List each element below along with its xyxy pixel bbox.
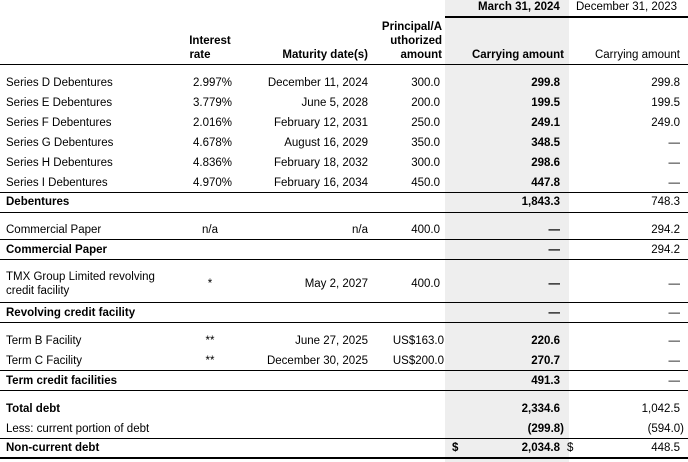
row-maturity: June 27, 2025 — [295, 335, 368, 347]
header-interest-line2: rate — [189, 49, 211, 61]
row-maturity: December 30, 2025 — [266, 355, 368, 367]
row-current: — — [548, 224, 560, 236]
row-rate: 2.997% — [192, 77, 232, 89]
rule — [0, 390, 688, 391]
rule — [0, 322, 688, 323]
subtotal-label: Revolving credit facility — [6, 307, 136, 319]
row-principal: US$200.0 — [392, 355, 444, 367]
subtotal-prior: — — [668, 375, 680, 387]
total-label: Total debt — [6, 403, 61, 415]
row-principal: 250.0 — [411, 117, 440, 129]
rule — [0, 239, 688, 240]
header-bottom-rule — [0, 64, 688, 65]
row-maturity: June 5, 2028 — [301, 97, 368, 109]
row-principal: US$163.0 — [392, 335, 444, 347]
row-principal: 200.0 — [411, 97, 440, 109]
row-current: 348.5 — [531, 137, 560, 149]
row-label: Series G Debentures — [6, 137, 114, 149]
total-prior: 448.5 — [651, 442, 680, 454]
row-rate: 3.779% — [192, 97, 232, 109]
currency-symbol: $ — [452, 442, 459, 454]
row-prior: — — [668, 335, 680, 347]
row-principal: 300.0 — [411, 157, 440, 169]
total-prior: 1,042.5 — [641, 403, 680, 415]
row-maturity: December 11, 2024 — [267, 77, 368, 89]
header-date-prior: December 31, 2023 — [576, 1, 678, 13]
row-label: Series I Debentures — [6, 177, 108, 189]
row-rate: 4.678% — [192, 137, 232, 149]
row-maturity: February 16, 2034 — [274, 177, 368, 189]
rule — [0, 192, 688, 193]
header-carrying-prior: Carrying amount — [594, 49, 680, 61]
row-rate: 4.970% — [192, 177, 232, 189]
row-prior: — — [668, 355, 680, 367]
subtotal-current: — — [548, 244, 560, 256]
rule — [0, 370, 688, 371]
header-principal-line2: uthorized — [390, 35, 442, 47]
subtotal-current: 1,843.3 — [521, 196, 560, 208]
row-label: Series F Debentures — [6, 117, 112, 129]
row-principal: 450.0 — [411, 177, 440, 189]
rule — [0, 438, 688, 439]
subtotal-prior: 294.2 — [651, 244, 680, 256]
row-maturity: February 12, 2031 — [274, 117, 368, 129]
row-rate: 2.016% — [192, 117, 232, 129]
row-current: 447.8 — [531, 177, 560, 189]
row-current: 298.6 — [531, 157, 560, 169]
subtotal-current: — — [548, 307, 560, 319]
row-label-line1: TMX Group Limited revolving — [6, 271, 155, 283]
header-maturity: Maturity date(s) — [282, 49, 368, 61]
row-label: Term C Facility — [6, 355, 83, 367]
row-principal: 300.0 — [411, 77, 440, 89]
row-principal: 400.0 — [411, 278, 440, 290]
row-maturity: n/a — [352, 224, 368, 236]
header-date-current: March 31, 2024 — [478, 1, 560, 13]
total-label: Non-current debt — [6, 442, 100, 454]
row-prior: 299.8 — [651, 77, 680, 89]
header-principal-line1: Principal/A — [381, 21, 442, 33]
row-principal: 350.0 — [411, 137, 440, 149]
row-rate: * — [207, 278, 213, 290]
row-label: Series D Debentures — [6, 77, 113, 89]
row-current: — — [548, 278, 560, 290]
row-maturity: May 2, 2027 — [304, 278, 368, 290]
row-prior: — — [668, 157, 680, 169]
row-maturity: August 16, 2029 — [284, 137, 368, 149]
row-rate: ** — [205, 355, 215, 367]
row-label-line2: credit facility — [6, 285, 70, 297]
row-current: 220.6 — [531, 335, 560, 347]
row-rate: n/a — [202, 224, 218, 236]
row-label: Less: current portion of debt — [6, 423, 150, 435]
row-label: Term B Facility — [6, 335, 82, 347]
row-current: 299.8 — [531, 77, 560, 89]
row-prior: — — [668, 278, 680, 290]
row-current: 249.1 — [531, 117, 560, 129]
rule — [0, 259, 688, 260]
rule — [0, 212, 688, 213]
header-rule — [445, 16, 688, 18]
row-prior: — — [668, 177, 680, 189]
header-principal-line3: amount — [400, 49, 442, 61]
subtotal-prior: — — [668, 307, 680, 319]
row-maturity: February 18, 2032 — [274, 157, 368, 169]
row-prior: 294.2 — [651, 224, 680, 236]
currency-symbol: $ — [567, 442, 574, 454]
header-interest-line1: Interest — [189, 35, 231, 47]
row-label: Commercial Paper — [6, 224, 102, 236]
row-label: Series E Debentures — [6, 97, 113, 109]
row-prior: — — [668, 137, 680, 149]
subtotal-label: Term credit facilities — [6, 375, 117, 387]
row-rate: 4.836% — [192, 157, 232, 169]
row-principal: 400.0 — [411, 224, 440, 236]
rule — [0, 302, 688, 303]
row-prior: 249.0 — [651, 117, 680, 129]
row-current: 199.5 — [531, 97, 560, 109]
row-current: (299.8) — [527, 423, 564, 435]
row-current: 270.7 — [531, 355, 560, 367]
row-prior: 199.5 — [651, 97, 680, 109]
row-rate: ** — [205, 335, 215, 347]
subtotal-label: Commercial Paper — [6, 244, 107, 256]
header-carrying-current: Carrying amount — [471, 49, 564, 61]
subtotal-prior: 748.3 — [651, 196, 680, 208]
subtotal-current: 491.3 — [531, 375, 560, 387]
row-prior: (594.0) — [647, 423, 684, 435]
total-current: 2,334.6 — [521, 403, 560, 415]
subtotal-label: Debentures — [6, 196, 70, 208]
double-rule — [0, 457, 688, 459]
total-current: 2,034.8 — [521, 442, 560, 454]
row-label: Series H Debentures — [6, 157, 113, 169]
